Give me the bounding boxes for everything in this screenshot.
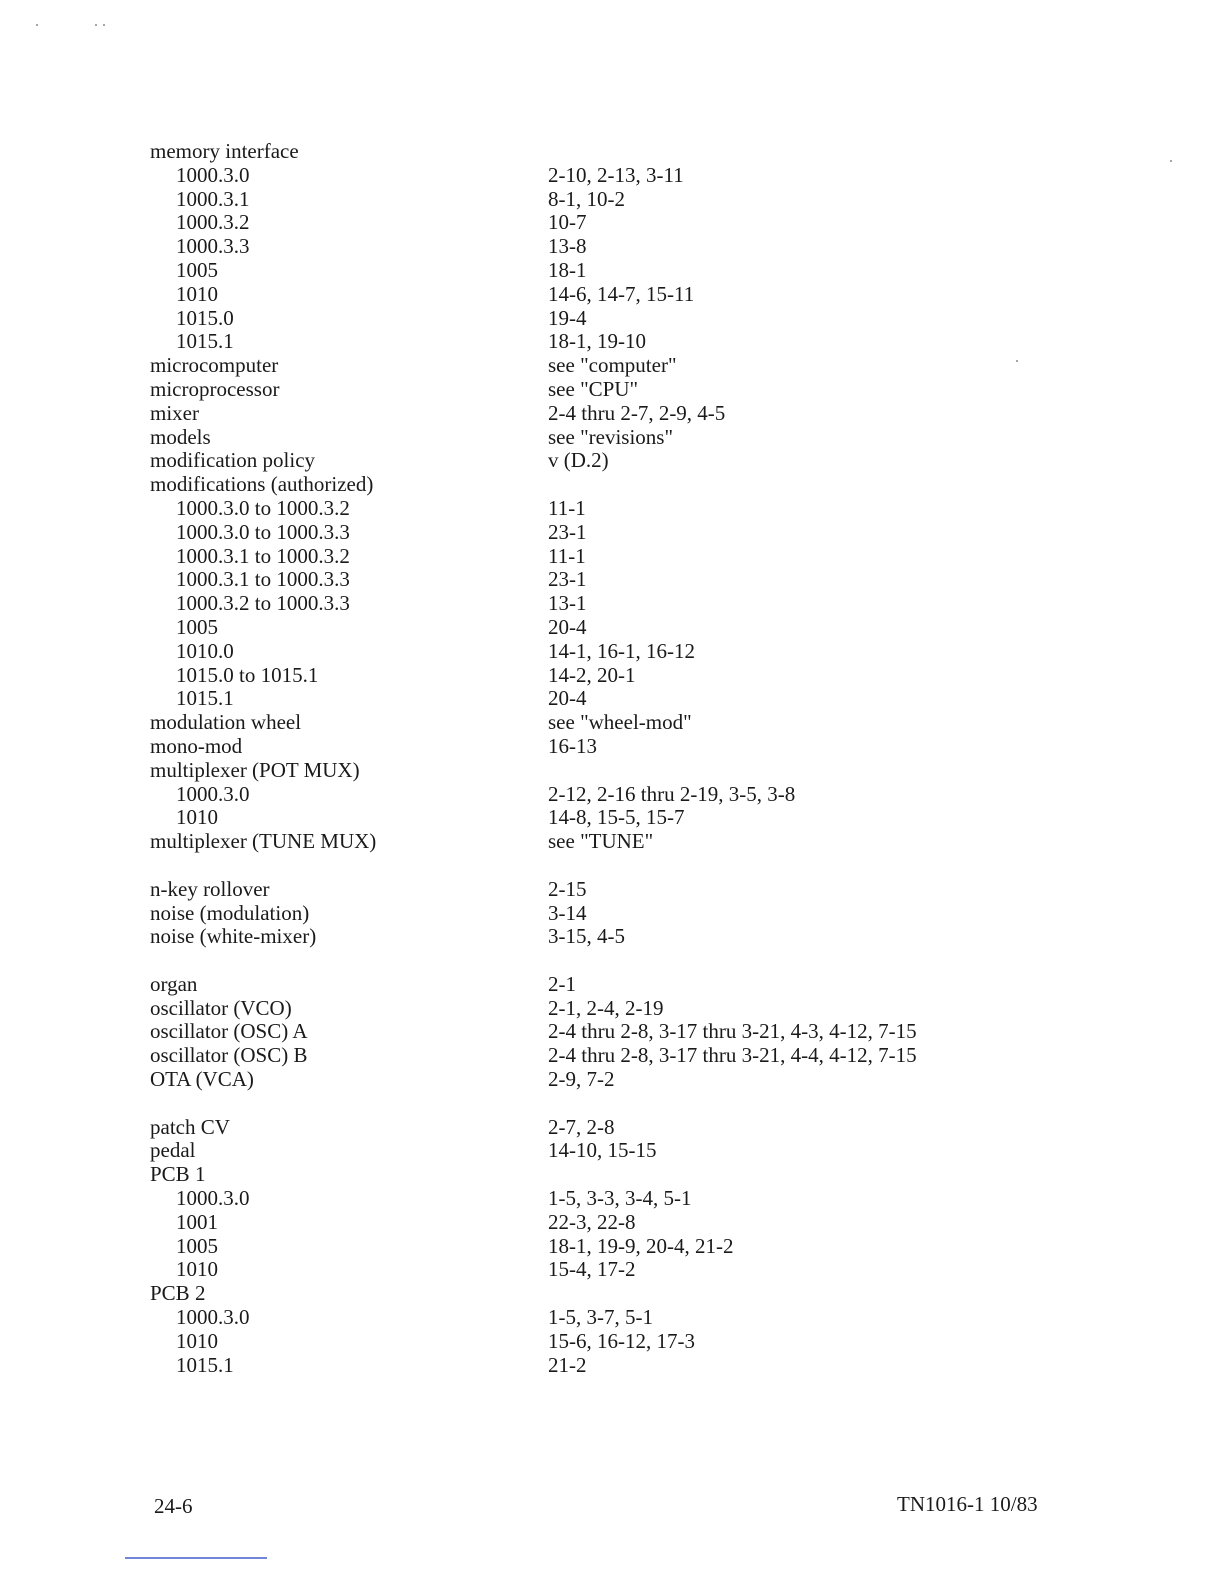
index-subentry	[150, 783, 1050, 807]
index-term: pedal	[150, 1138, 196, 1163]
index-term: patch CV	[150, 1114, 230, 1139]
index-page-refs: 20-4	[548, 686, 587, 711]
index-entry	[150, 878, 1050, 902]
index-term: n-key rollover	[150, 876, 270, 901]
index-entry	[150, 997, 1050, 1021]
index-page-refs: 22-3, 22-8	[548, 1209, 636, 1234]
index-page-refs: 13-1	[548, 591, 587, 616]
index-page-refs: 2-1, 2-4, 2-19	[548, 995, 664, 1020]
index-term: 1000.3.2 to 1000.3.3	[176, 591, 350, 616]
index-term: models	[150, 424, 211, 449]
scan-speck	[95, 24, 97, 26]
index-term: 1000.3.0	[176, 781, 250, 806]
index-term: 1015.1	[176, 686, 234, 711]
index-term: modulation wheel	[150, 710, 302, 735]
index-entry	[150, 1163, 1050, 1187]
scan-speck	[1016, 360, 1018, 362]
index-term: 1005	[176, 257, 218, 282]
index-subentry	[150, 307, 1050, 331]
index-entry	[150, 402, 1050, 426]
index-term: microcomputer	[150, 353, 279, 378]
index-page-refs: 14-10, 15-15	[548, 1138, 657, 1163]
index-term: 1010	[176, 1328, 218, 1353]
index-subentry	[150, 568, 1050, 592]
index-subentry	[150, 616, 1050, 640]
index-page-refs: 18-1	[548, 257, 587, 282]
index-term: oscillator (VCO)	[150, 995, 292, 1020]
index-entry	[150, 1282, 1050, 1306]
index-page-refs: 8-1, 10-2	[548, 186, 625, 211]
index-page-refs: 2-12, 2-16 thru 2-19, 3-5, 3-8	[548, 781, 796, 806]
index-entry	[150, 449, 1050, 473]
index-page-refs: 2-10, 2-13, 3-11	[548, 162, 684, 187]
index-page-refs: 23-1	[548, 519, 587, 544]
index-term: multiplexer (POT MUX)	[150, 757, 360, 782]
index-page-refs: 2-7, 2-8	[548, 1114, 615, 1139]
index-entry	[150, 973, 1050, 997]
index-page-refs: 18-1, 19-9, 20-4, 21-2	[548, 1233, 734, 1258]
index-term: 1010	[176, 805, 218, 830]
index-subentry	[150, 330, 1050, 354]
index-entry	[150, 378, 1050, 402]
index-page-refs: see "wheel-mod"	[548, 710, 692, 735]
index-page-refs: 11-1	[548, 543, 586, 568]
index-entry	[150, 354, 1050, 378]
index-page-refs: 15-6, 16-12, 17-3	[548, 1328, 695, 1353]
index-term: 1010.0	[176, 638, 234, 663]
index-subentry	[150, 640, 1050, 664]
index-term: oscillator (OSC) B	[150, 1043, 308, 1068]
index-term: 1015.1	[176, 1352, 234, 1377]
index-page-refs: 15-4, 17-2	[548, 1257, 636, 1282]
index-page-refs: 2-15	[548, 876, 587, 901]
index-entry	[150, 1044, 1050, 1068]
index-list	[150, 140, 1050, 1377]
index-term: mixer	[150, 400, 199, 425]
index-subentry	[150, 592, 1050, 616]
index-page-refs: 14-1, 16-1, 16-12	[548, 638, 695, 663]
index-term: 1000.3.3	[176, 234, 250, 259]
index-entry	[150, 735, 1050, 759]
index-term: 1015.1	[176, 329, 234, 354]
index-entry	[150, 1068, 1050, 1092]
index-term: multiplexer (TUNE MUX)	[150, 829, 377, 854]
index-term: noise (modulation)	[150, 900, 310, 925]
index-page-refs: 2-1	[548, 971, 576, 996]
index-term: PCB 2	[150, 1281, 206, 1306]
index-term: 1001	[176, 1209, 218, 1234]
index-page-refs: v (D.2)	[548, 448, 609, 473]
index-subentry	[150, 235, 1050, 259]
index-page-refs: 3-15, 4-5	[548, 924, 625, 949]
index-subentry	[150, 497, 1050, 521]
index-term: PCB 1	[150, 1162, 206, 1187]
page-number: 24-6	[154, 1494, 193, 1518]
index-term: 1005	[176, 614, 218, 639]
index-page-refs: 14-6, 14-7, 15-11	[548, 281, 695, 306]
index-entry	[150, 902, 1050, 926]
index-page-refs: 10-7	[548, 210, 587, 235]
index-subentry	[150, 1354, 1050, 1378]
index-entry	[150, 1116, 1050, 1140]
index-subentry	[150, 164, 1050, 188]
index-entry	[150, 759, 1050, 783]
index-term: mono-mod	[150, 733, 243, 758]
index-term: 1015.0 to 1015.1	[176, 662, 319, 687]
index-term: modification policy	[150, 448, 316, 473]
index-page-refs: 23-1	[548, 567, 587, 592]
index-term: organ	[150, 971, 198, 996]
scan-speck	[1170, 160, 1172, 162]
index-subentry	[150, 1187, 1050, 1211]
index-term: 1015.0	[176, 305, 234, 330]
index-term: 1000.3.0 to 1000.3.3	[176, 519, 350, 544]
index-term: memory interface	[150, 139, 299, 163]
index-term: 1000.3.1 to 1000.3.3	[176, 567, 350, 592]
index-term: 1000.3.0 to 1000.3.2	[176, 495, 350, 520]
index-page-refs: 2-9, 7-2	[548, 1067, 615, 1092]
index-page-refs: see "TUNE"	[548, 829, 654, 854]
index-page-refs: 18-1, 19-10	[548, 329, 646, 354]
index-subentry	[150, 211, 1050, 235]
index-term: modifications (authorized)	[150, 472, 374, 497]
index-term: microprocessor	[150, 376, 280, 401]
index-entry	[150, 1020, 1050, 1044]
index-page-refs: see "computer"	[548, 353, 677, 378]
index-term: 1000.3.1 to 1000.3.2	[176, 543, 350, 568]
index-page-refs: 13-8	[548, 234, 587, 259]
index-page-refs: 2-4 thru 2-8, 3-17 thru 3-21, 4-4, 4-12, 7-15	[548, 1043, 917, 1068]
index-entry	[150, 830, 1050, 854]
index-subentry	[150, 521, 1050, 545]
index-entry	[150, 925, 1050, 949]
index-term: 1010	[176, 1257, 218, 1282]
index-page-refs: 2-4 thru 2-8, 3-17 thru 3-21, 4-3, 4-12, 7-15	[548, 1019, 917, 1044]
index-subentry	[150, 806, 1050, 830]
index-page-refs: 21-2	[548, 1352, 587, 1377]
index-subentry	[150, 545, 1050, 569]
index-page-refs: 14-8, 15-5, 15-7	[548, 805, 685, 830]
index-page-refs: 20-4	[548, 614, 587, 639]
index-page-refs: see "CPU"	[548, 376, 639, 401]
index-subentry	[150, 188, 1050, 212]
index-term: 1000.3.0	[176, 1186, 250, 1211]
index-page-refs: 16-13	[548, 733, 597, 758]
index-entry	[150, 473, 1050, 497]
index-page-refs: see "revisions"	[548, 424, 674, 449]
index-subentry	[150, 664, 1050, 688]
index-subentry	[150, 1235, 1050, 1259]
index-term: 1000.3.0	[176, 162, 250, 187]
index-page-refs: 11-1	[548, 495, 586, 520]
index-term: 1005	[176, 1233, 218, 1258]
index-page-refs: 2-4 thru 2-7, 2-9, 4-5	[548, 400, 726, 425]
index-term: noise (white-mixer)	[150, 924, 317, 949]
scan-speck	[103, 24, 105, 26]
index-subentry	[150, 1211, 1050, 1235]
index-subentry	[150, 1258, 1050, 1282]
index-term: 1000.3.0	[176, 1305, 250, 1330]
index-subentry	[150, 687, 1050, 711]
index-page-refs: 3-14	[548, 900, 587, 925]
index-page-refs: 19-4	[548, 305, 587, 330]
index-term: OTA (VCA)	[150, 1067, 254, 1092]
index-entry	[150, 140, 1050, 164]
index-entry	[150, 426, 1050, 450]
index-term: 1010	[176, 281, 218, 306]
index-page-refs: 1-5, 3-3, 3-4, 5-1	[548, 1186, 692, 1211]
index-term: oscillator (OSC) A	[150, 1019, 308, 1044]
index-subentry	[150, 283, 1050, 307]
index-page-refs: 1-5, 3-7, 5-1	[548, 1305, 653, 1330]
index-subentry	[150, 1330, 1050, 1354]
index-entry	[150, 711, 1050, 735]
index-subentry	[150, 259, 1050, 283]
index-subentry	[150, 1306, 1050, 1330]
scan-speck	[36, 24, 38, 26]
scan-artifact-line	[125, 1557, 267, 1559]
index-page-refs: 14-2, 20-1	[548, 662, 636, 687]
index-term: 1000.3.2	[176, 210, 250, 235]
index-term: 1000.3.1	[176, 186, 250, 211]
index-entry	[150, 1139, 1050, 1163]
document-reference: TN1016-1 10/83	[897, 1492, 1038, 1516]
